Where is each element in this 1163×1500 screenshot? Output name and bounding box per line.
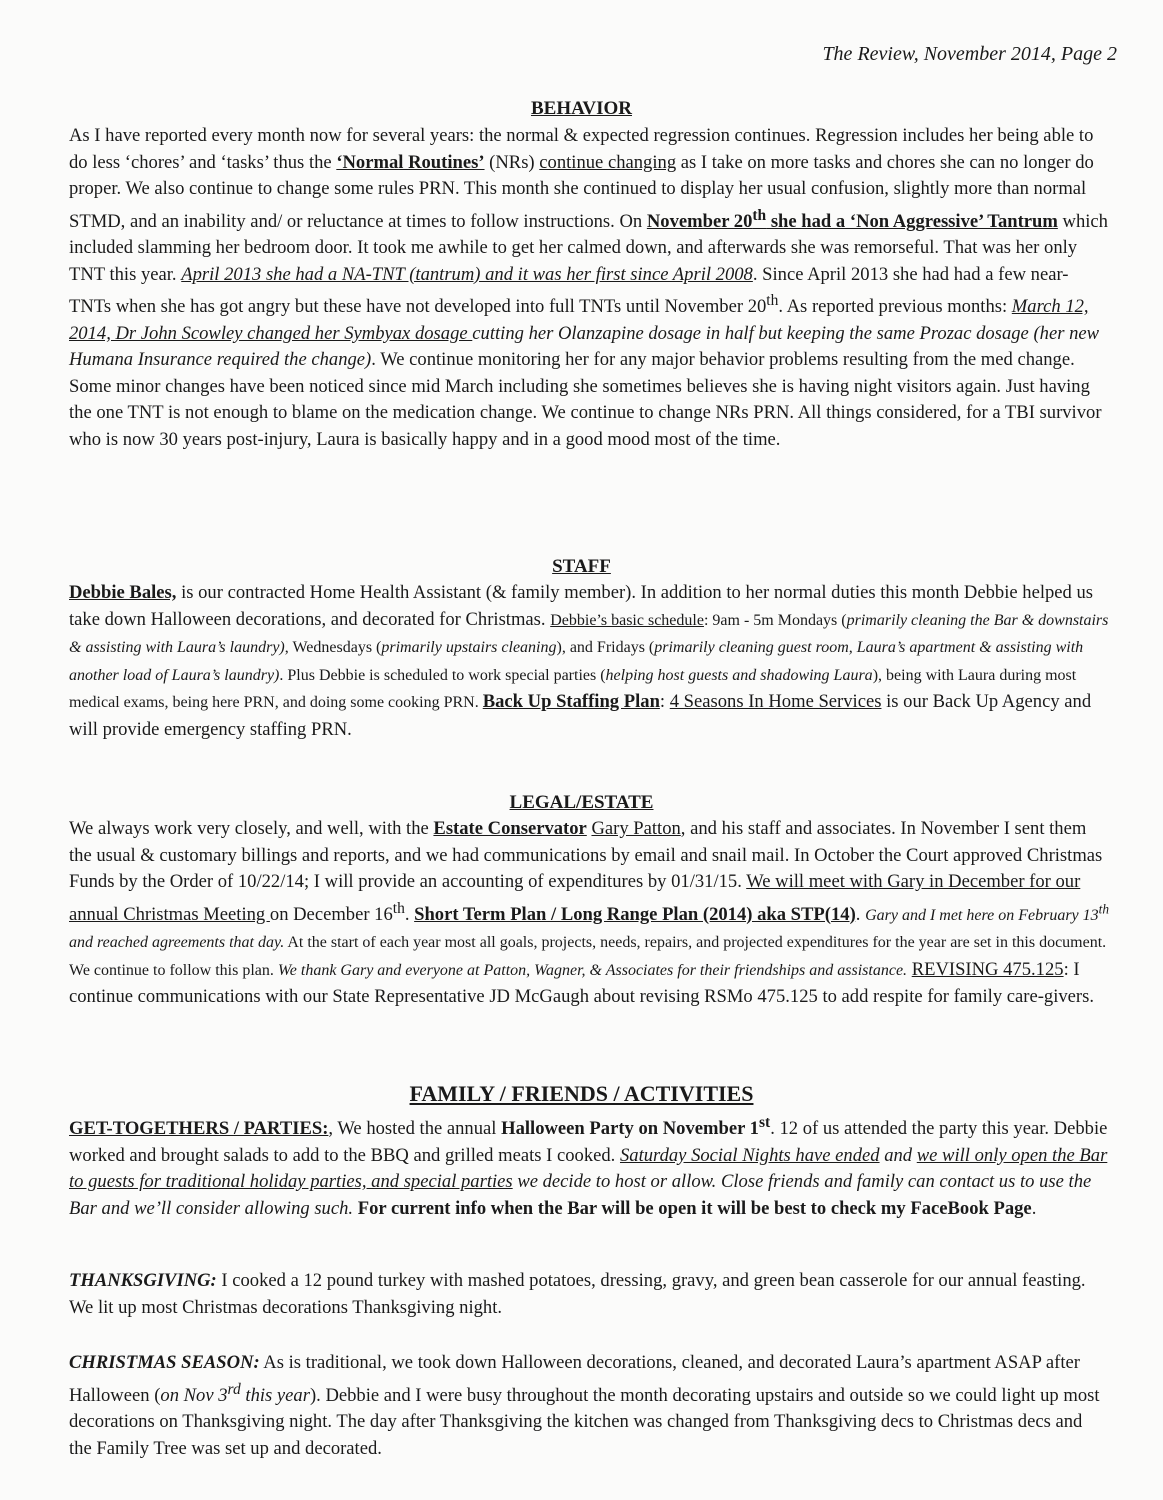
debbie-name: Debbie Bales, <box>69 582 177 603</box>
text-run: . <box>855 903 866 925</box>
text-run: ), being with Laura during most medical exams, being here PRN, and doing some cooking PRN. <box>69 666 1077 711</box>
text-run: As is traditional, we took down Halloween decorations, cleaned, and decorated Laura’s apartment ASAP after Halloween ( <box>69 1352 1080 1406</box>
ordinal-suffix: th <box>766 292 779 310</box>
text-run: I cooked a 12 pound turkey with mashed potatoes, dressing, gravy, and green bean casserole for our annual feasting. We lit up most Christmas decorations Thanksgiving night. <box>69 1270 1086 1318</box>
text-run: , Wednesdays ( <box>284 639 382 656</box>
march-note: March 12, 2014, Dr John Scowley changed her Symbyax dosage <box>69 296 1089 344</box>
olanzapine-note: cutting her Olanzapine dosage in half but keeping the same Prozac dosage (her new Humana Insurance required the change) <box>69 322 1100 371</box>
text-run: ), and Fridays ( <box>556 639 655 656</box>
staff-paragraph <box>69 580 1109 743</box>
ordinal-suffix: rd <box>227 1380 241 1398</box>
get-togethers-paragraph <box>69 1110 1109 1222</box>
thanksgiving-label: THANKSGIVING: <box>69 1270 217 1291</box>
thanksgiving-section <box>69 1268 1109 1321</box>
text-run: and <box>879 1144 917 1166</box>
revising-label: REVISING 475.125 <box>911 958 1064 980</box>
text-run: , We hosted the annual <box>328 1118 502 1140</box>
text-run: . We continue monitoring her for any major behavior problems resulting from the med change. Some minor changes have been noticed since mid March including she sometimes believes she is having night visitors again. Just having the one TNT is not enough to blame on the medication change. We continue to change NRs PRN. All things considered, for a TBI survivor who is now 30 years post-injury, Laura is basically happy and in a good mood most of the time. <box>69 349 1102 450</box>
text-run: this year <box>240 1384 310 1406</box>
text-run: Gary and I met here on February 13 <box>865 906 1099 924</box>
text-run: she had a ‘Non Aggressive’ Tantrum <box>766 210 1058 232</box>
behavior-heading: BEHAVIOR <box>530 98 632 119</box>
staff-section <box>69 580 1109 743</box>
conservator-name: Gary Patton <box>591 818 681 839</box>
ordinal-suffix: th <box>752 206 767 224</box>
christmas-label: CHRISTMAS SEASON: <box>69 1352 260 1373</box>
text-run: is our contracted Home Health Assistant (& family member). In addition to her normal duties this month Debbie helped us take down Halloween decorations, and decorated for Christmas. <box>69 582 1094 630</box>
behavior-paragraph <box>69 123 1109 453</box>
text-run: Halloween Party on November 1 <box>501 1118 759 1140</box>
text-run: , and his staff and associates. In November I sent them the usual & customary billings and reports, and we had communications by email and snail mail. In October the Court approved Christmas Funds by the Order of 10/22/14; I will provide an accounting of expenditures by 01/31/15. <box>69 818 1103 892</box>
parties-note: helping host guests and shadowing Laura <box>605 666 873 684</box>
stp-label: Short Term Plan / Long Range Plan (2014) aka STP(14) <box>414 903 856 925</box>
christmas-paragraph <box>69 1350 1109 1462</box>
running-head: The Review, November 2014, Page 2 <box>822 43 1117 65</box>
april-note: April 2013 she had a NA-TNT (tantrum) and it was her first since April 2008 <box>181 263 753 285</box>
text-run: November 20 <box>646 210 753 232</box>
text-run: . <box>404 903 415 925</box>
text-run: which included slamming her bedroom door. It took me awhile to get her calmed down, and afterwards she was remorseful. That was her only TNT this year. <box>69 210 1108 285</box>
text-run: We always work very closely, and well, with the <box>69 818 434 839</box>
text-run: . Plus Debbie is scheduled to work special parties ( <box>279 666 606 684</box>
text-run: (NRs) <box>484 151 540 173</box>
saturday-note: Saturday Social Nights have ended <box>619 1144 880 1166</box>
family-heading: FAMILY / FRIENDS / ACTIVITIES <box>409 1081 754 1106</box>
ordinal-suffix: st <box>758 1114 771 1131</box>
normal-routines-term: ‘Normal Routines’ <box>336 151 485 173</box>
legal-heading: LEGAL/ESTATE <box>509 792 654 813</box>
christmas-section <box>69 1350 1109 1462</box>
get-togethers-label: GET-TOGETHERS / PARTIES: <box>69 1118 329 1140</box>
text-run: and reached agreements that day. <box>69 934 285 952</box>
monday-note: primarily cleaning the Bar & downstairs & assisting with Laura’s laundry) <box>69 611 1109 656</box>
text-run: : I continue communications with our State Representative JD McGaugh about revising RSMo 475.125 to add respite for family care-givers. <box>69 958 1095 1008</box>
legal-section <box>69 816 1109 1011</box>
staff-heading: STAFF <box>552 556 611 577</box>
nov-3-note <box>160 1380 310 1406</box>
ordinal-suffix: th <box>392 899 405 917</box>
legal-paragraph <box>69 816 1109 1011</box>
text-run: . 12 of us attended the party this year. Debbie worked and brought salads to add to the BBQ and grilled meats I cooked. <box>69 1118 1108 1166</box>
text-run: : 9am - 5m Mondays ( <box>703 611 847 629</box>
tantrum-highlight <box>646 206 1058 232</box>
thanks-note: We thank Gary and everyone at Patton, Wagner, & Associates for their friendships and assistance. <box>277 961 908 979</box>
continue-changing-phrase: continue changing <box>539 151 677 173</box>
behavior-section <box>69 123 1109 453</box>
text-run: . Since April 2013 she had had a few near-TNTs when she has got angry but these have not developed into full TNTs until November 20 <box>69 263 1069 318</box>
text-run: on Nov 3 <box>160 1384 228 1406</box>
text-run: we decide to host or allow. Close friends and family can contact us to use the Bar and we’ll consider allowing such. <box>69 1171 1092 1219</box>
text-run: At the start of each year most all goals, projects, needs, repairs, and projected expenditures for the year are set in this document. We continue to follow this plan. <box>69 934 1107 979</box>
thanksgiving-paragraph <box>69 1268 1109 1321</box>
text-run: As I have reported every month now for several years: the normal & expected regression continues. Regression includes her being able to do less ‘chores’ and ‘tasks’ thus the <box>69 125 1094 173</box>
bar-only-note: we will only open the Bar to guests for traditional holiday parties, and special parties <box>69 1144 1108 1193</box>
text-run: as I take on more tasks and chores she can no longer do proper. We also continue to change some rules PRN. This month she continued to display her usual confusion, slightly more than normal STMD, and an inability and/ or reluctance at times to follow instructions. On <box>69 151 1094 232</box>
facebook-note: For current info when the Bar will be open it will be best to check my FaceBook Page <box>357 1197 1032 1219</box>
meeting-note: We will meet with Gary in December for our annual Christmas Meeting <box>69 871 1081 925</box>
backup-agency: 4 Seasons In Home Services <box>669 691 882 712</box>
family-section <box>69 1110 1109 1222</box>
text-run: . As reported previous months: <box>778 296 1012 318</box>
conservator-label: Estate Conservator <box>433 818 587 839</box>
halloween-party <box>501 1114 771 1140</box>
text-run: ). Debbie and I were busy throughout the month decorating upstairs and outside so we could light up most decorations on Thanksgiving night. The day after Thanksgiving the kitchen was changed from Thanksgiving decs to Christmas decs and the Family Tree was set up and decorated. <box>69 1384 1100 1459</box>
text-run: is our Back Up Agency and will provide emergency staffing PRN. <box>69 691 1092 740</box>
wednesday-note: primarily upstairs cleaning <box>381 639 557 656</box>
friday-note: primarily cleaning guest room, Laura’s apartment & assisting with another load of Laura’s laundry) <box>69 639 1084 684</box>
text-run: on December 16 <box>269 903 393 925</box>
backup-plan-label: Back Up Staffing Plan <box>482 691 660 712</box>
text-run: . <box>1031 1197 1037 1219</box>
schedule-label: Debbie’s basic schedule <box>550 611 704 629</box>
ordinal-suffix: th <box>1098 901 1110 917</box>
text-run: : <box>659 691 670 712</box>
